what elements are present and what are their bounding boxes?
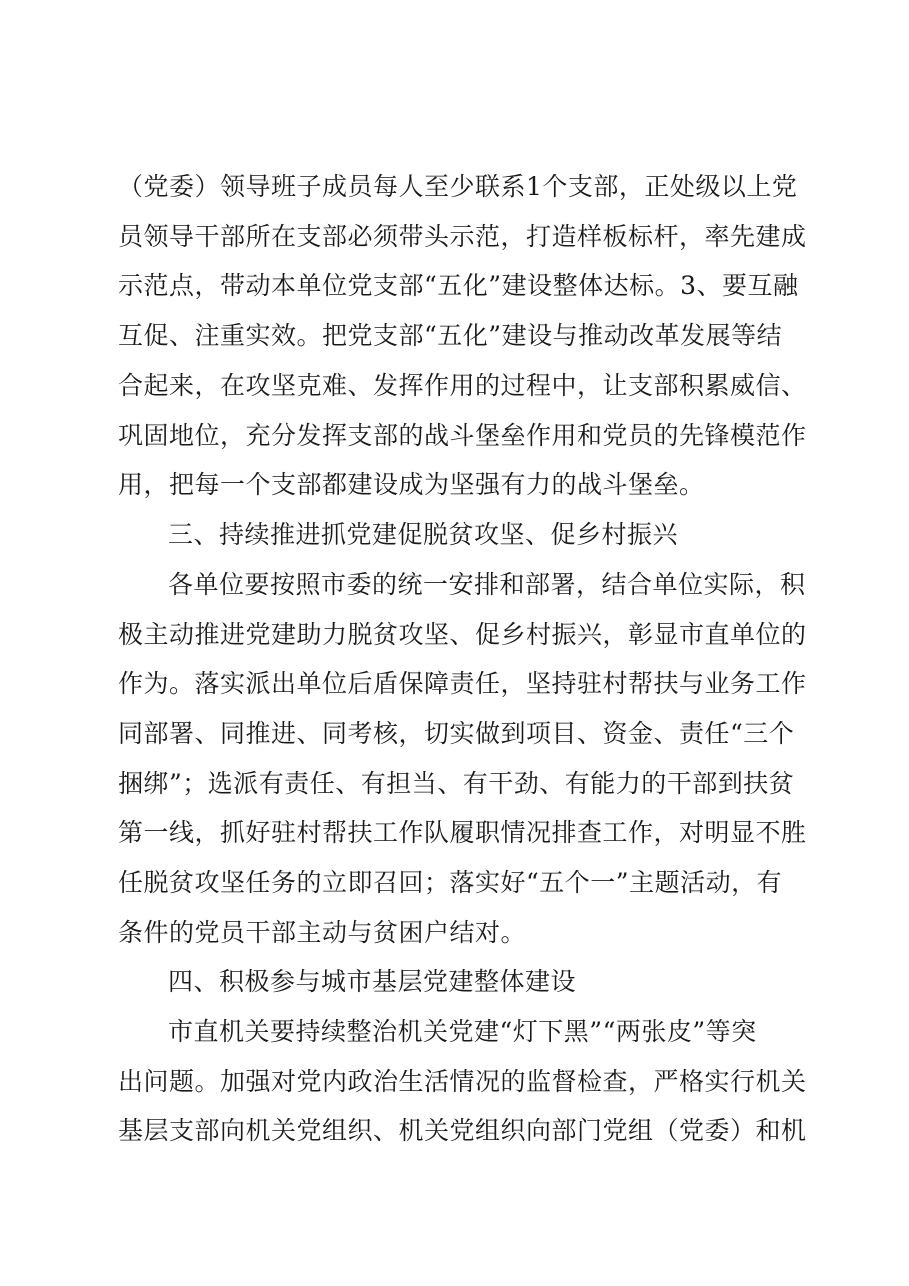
body-line: 同部署、同推进、同考核，切实做到项目、资金、责任“三个 — [118, 719, 795, 748]
body-line: 出问题。加强对党内政治生活情况的监督检查，严格实行机关 — [118, 1067, 807, 1096]
body-line: 市直机关要持续整治机关党建“灯下黑”“两张皮”等突 — [168, 1017, 757, 1046]
body-line: 基层支部向机关党组织、机关党组织向部门党组（党委）和机 — [118, 1116, 807, 1145]
body-line: 作为。落实派出单位后盾保障责任，坚持驻村帮扶与业务工作 — [118, 669, 807, 698]
body-line: 任脱贫攻坚任务的立即召回；落实好“五个一”主题活动，有 — [118, 868, 783, 897]
section-heading-3: 三、持续推进抓党建促脱贫攻坚、促乡村振兴 — [168, 520, 679, 549]
body-line: 第一线，抓好驻村帮扶工作队履职情况排查工作，对明显不胜 — [118, 818, 807, 847]
body-line: （党委）领导班子成员每人至少联系1个支部，正处级以上党 — [118, 172, 798, 201]
body-line: 捆绑”；选派有责任、有担当、有干劲、有能力的干部到扶贫 — [118, 769, 795, 798]
body-line: 互促、注重实效。把党支部“五化”建设与推动改革发展等结 — [118, 321, 783, 350]
body-line: 极主动推进党建助力脱贫攻坚、促乡村振兴，彰显市直单位的 — [118, 620, 807, 649]
body-line: 各单位要按照市委的统一安排和部署，结合单位实际，积 — [168, 570, 806, 599]
section-heading-4: 四、积极参与城市基层党建整体建设 — [168, 967, 577, 996]
body-line: 巩固地位，充分发挥支部的战斗堡垒作用和党员的先锋模范作 — [118, 421, 807, 450]
body-line: 用，把每一个支部都建设成为坚强有力的战斗堡垒。 — [118, 470, 705, 499]
body-line: 员领导干部所在支部必须带头示范，打造样板标杆，率先建成 — [118, 222, 807, 251]
body-line: 条件的党员干部主动与贫困户结对。 — [118, 918, 527, 947]
body-line: 合起来，在攻坚克难、发挥作用的过程中，让支部积累威信、 — [118, 371, 807, 400]
body-line: 示范点，带动本单位党支部“五化”建设整体达标。3、要互融 — [118, 271, 799, 300]
